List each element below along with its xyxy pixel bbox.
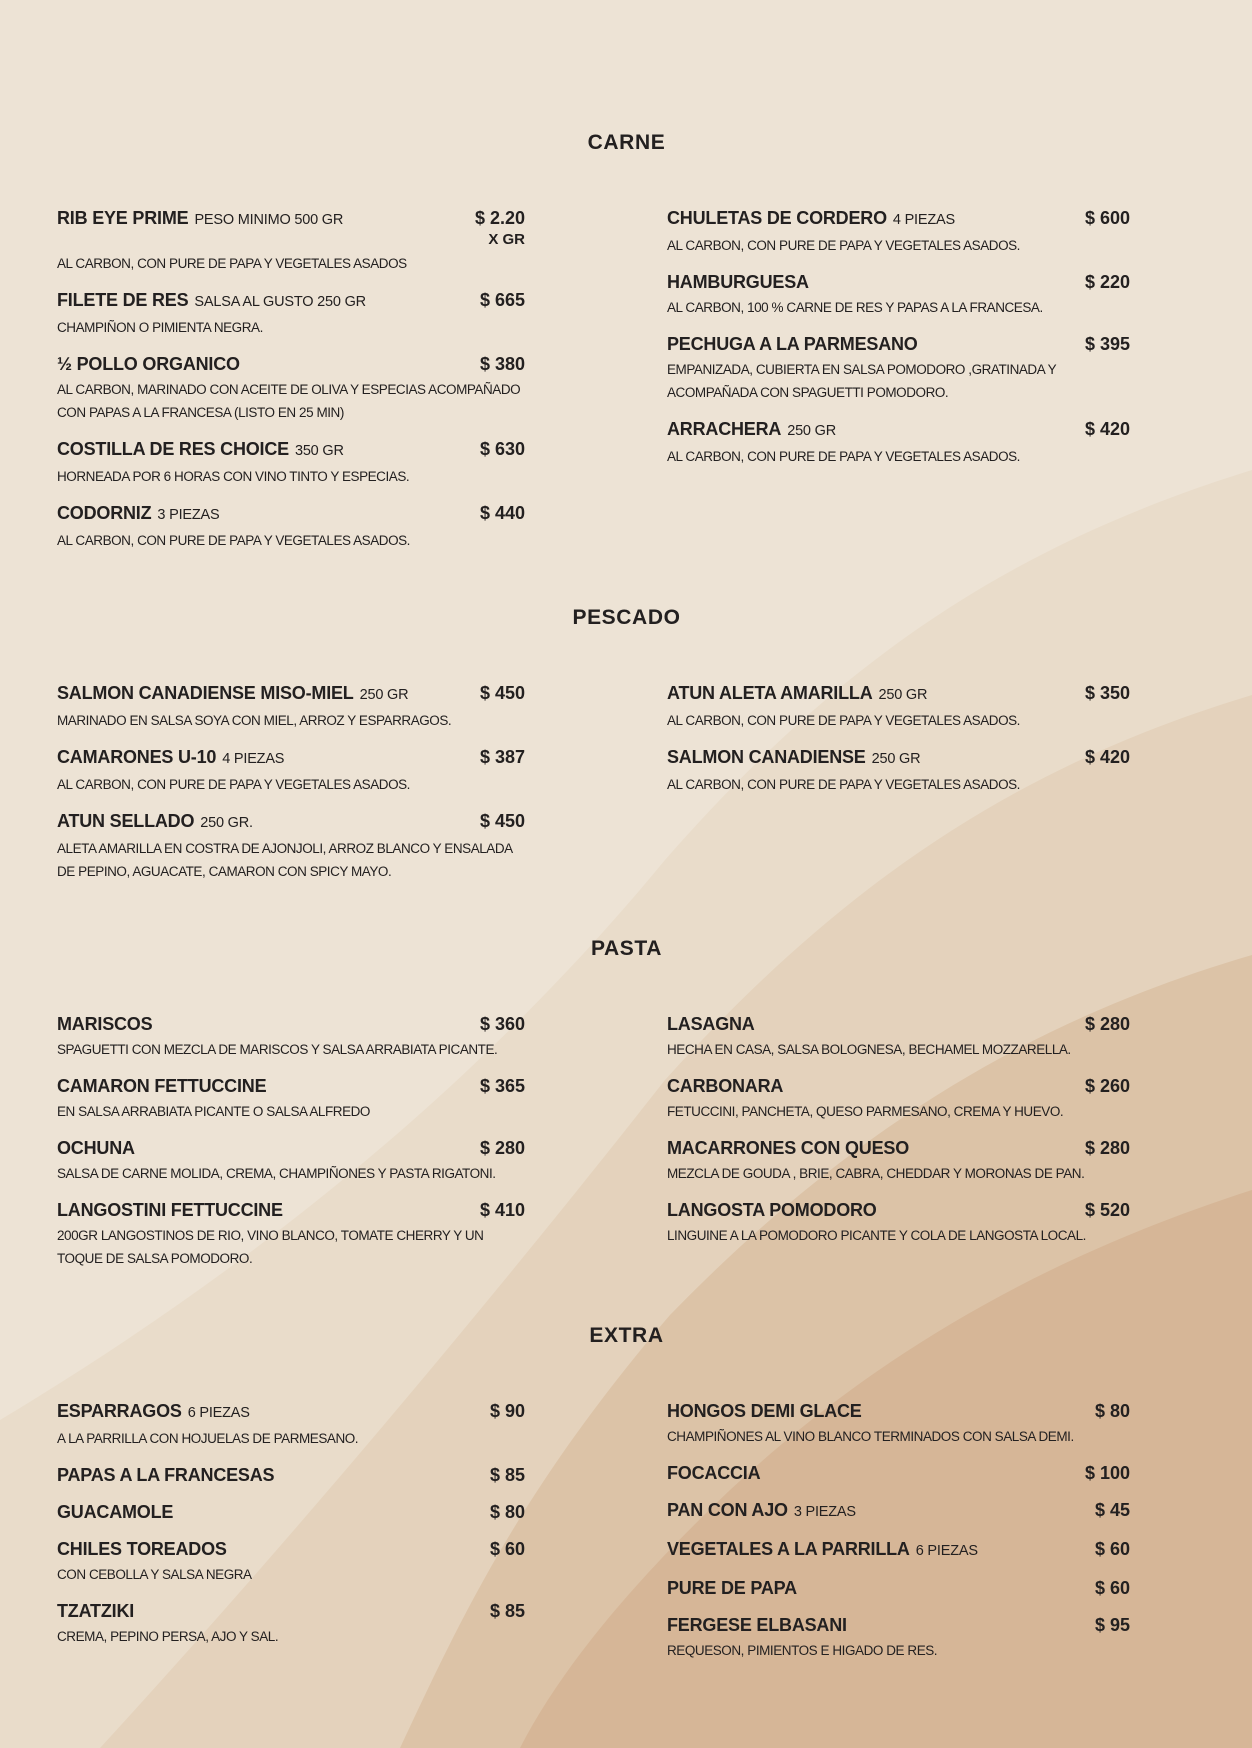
item-name: HAMBURGUESA: [667, 272, 809, 292]
item-title-row: [57, 437, 525, 463]
price-unit: X GR: [488, 231, 525, 248]
item-qualifier: 4 PIEZAS: [222, 751, 285, 767]
item-description: MEZCLA DE GOUDA , BRIE, CABRA, CHEDDAR Y MORONAS DE PAN.: [667, 1166, 1085, 1181]
section-title: PASTA: [590, 937, 663, 960]
menu-item: [57, 1074, 525, 1123]
item-price: [455, 206, 525, 250]
item-name-line: [667, 1198, 1052, 1222]
item-title-row: [57, 1500, 525, 1524]
price-value: $ 60: [489, 1539, 525, 1559]
price-value: $ 220: [1084, 272, 1130, 292]
left-column: [57, 681, 525, 896]
price-value: $ 90: [489, 1401, 525, 1421]
right-column: [667, 1012, 1130, 1260]
item-title-row: [57, 745, 525, 771]
price-value: $ 420: [1084, 419, 1130, 439]
item-name: ½ POLLO ORGANICO: [57, 354, 240, 374]
item-name-line: [57, 1074, 447, 1098]
item-name: LANGOSTINI FETTUCCINE: [57, 1200, 283, 1220]
menu-section-pasta: [57, 936, 1252, 1283]
item-qualifier: 250 GR: [871, 751, 921, 767]
item-title-row: [667, 270, 1130, 294]
menu-item: [57, 1500, 525, 1524]
item-description: 200GR LANGOSTINOS DE RIO, VINO BLANCO, TOMATE CHERRY Y UN TOQUE DE SALSA POMODORO.: [57, 1228, 484, 1266]
item-name-line: [57, 501, 447, 527]
price-value: $ 520: [1084, 1200, 1130, 1220]
item-description: EMPANIZADA, CUBIERTA EN SALSA POMODORO ,GRATINADA Y ACOMPAÑADA CON SPAGUETTI POMODORO.: [667, 362, 1056, 400]
item-title-row: [57, 1074, 525, 1098]
item-qualifier: SALSA AL GUSTO 250 GR: [194, 294, 366, 310]
right-column: [667, 1399, 1130, 1675]
menu-item: [57, 288, 525, 339]
item-name-line: [57, 437, 447, 463]
item-title-row: [667, 1074, 1130, 1098]
price-value: $ 280: [479, 1138, 525, 1158]
price-value: $ 360: [479, 1014, 525, 1034]
menu-item: [667, 1012, 1130, 1061]
item-price: [455, 745, 525, 769]
price-value: $ 450: [479, 683, 525, 703]
section-columns: [57, 1399, 1252, 1675]
price-value: $ 365: [479, 1076, 525, 1096]
item-title-row: [667, 332, 1130, 356]
item-name-line: [667, 270, 1052, 294]
item-title-row: [57, 809, 525, 835]
item-price: [1060, 1399, 1130, 1423]
item-price: [455, 501, 525, 525]
item-description: SALSA DE CARNE MOLIDA, CREMA, CHAMPIÑONES Y PASTA RIGATONI.: [57, 1166, 496, 1181]
item-description: AL CARBON, CON PURE DE PAPA Y VEGETALES ASADOS.: [57, 777, 410, 792]
menu-item: [57, 1599, 525, 1648]
item-description: ALETA AMARILLA EN COSTRA DE AJONJOLI, ARROZ BLANCO Y ENSALADA DE PEPINO, AGUACATE, CAMARON CON SPICY MAYO.: [57, 841, 512, 879]
item-name: SALMON CANADIENSE MISO-MIEL: [57, 683, 354, 703]
item-name: MARISCOS: [57, 1014, 153, 1034]
item-title-row: [667, 1537, 1130, 1563]
menu-item: [667, 1498, 1130, 1524]
item-name-line: [667, 1576, 1052, 1600]
item-title-row: [667, 1198, 1130, 1222]
menu-item: [57, 809, 525, 883]
price-value: $ 387: [479, 747, 525, 767]
item-description: CHAMPIÑONES AL VINO BLANCO TERMINADOS CON SALSA DEMI.: [667, 1429, 1074, 1444]
item-price: [1060, 1012, 1130, 1036]
item-price: [1060, 1198, 1130, 1222]
item-name: CAMARONES U-10: [57, 747, 217, 767]
item-price: [455, 1599, 525, 1623]
item-title-row: [57, 1399, 525, 1425]
menu-section-extra: [57, 1323, 1252, 1675]
item-price: [1060, 1498, 1130, 1522]
item-title-row: [667, 1399, 1130, 1423]
item-name-line: [57, 352, 447, 376]
item-name: CODORNIZ: [57, 503, 152, 523]
item-qualifier: 6 PIEZAS: [915, 1543, 978, 1559]
item-price: [455, 1399, 525, 1423]
item-price: [455, 352, 525, 376]
item-price: [455, 1537, 525, 1561]
item-qualifier: 6 PIEZAS: [187, 1405, 250, 1421]
item-title-row: [667, 1461, 1130, 1485]
item-price: [1060, 332, 1130, 356]
item-description: AL CARBON, 100 % CARNE DE RES Y PAPAS A LA FRANCESA.: [667, 300, 1043, 315]
menu-item: [57, 681, 525, 732]
item-description: AL CARBON, CON PURE DE PAPA Y VEGETALES ASADOS.: [667, 777, 1020, 792]
item-title-row: [57, 288, 525, 314]
price-value: $ 80: [489, 1502, 525, 1522]
item-name-line: [667, 1498, 1052, 1524]
item-name-line: [57, 206, 447, 232]
item-name-line: [667, 1537, 1052, 1563]
item-price: [1060, 206, 1130, 230]
price-value: $ 450: [479, 811, 525, 831]
menu-item: [667, 1576, 1130, 1600]
price-value: $ 630: [479, 439, 525, 459]
price-value: $ 45: [1094, 1500, 1130, 1520]
menu-item: [667, 1461, 1130, 1485]
item-title-row: [57, 1463, 525, 1487]
item-description: AL CARBON, CON PURE DE PAPA Y VEGETALES ASADOS.: [667, 238, 1020, 253]
item-name: MACARRONES CON QUESO: [667, 1138, 910, 1158]
item-name-line: [667, 1074, 1052, 1098]
item-price: [455, 809, 525, 833]
menu-item: [57, 206, 525, 275]
item-name: CAMARON FETTUCCINE: [57, 1076, 267, 1096]
item-description: HECHA EN CASA, SALSA BOLOGNESA, BECHAMEL MOZZARELLA.: [667, 1042, 1071, 1057]
price-value: $ 600: [1084, 208, 1130, 228]
left-column: [57, 206, 525, 565]
right-column: [667, 206, 1130, 481]
item-name-line: [57, 1537, 447, 1561]
item-name-line: [57, 1399, 447, 1425]
item-name-line: [57, 1136, 447, 1160]
item-name: PAN CON AJO: [667, 1500, 788, 1520]
section-columns: [57, 206, 1252, 565]
item-price: [455, 288, 525, 312]
item-price: [1060, 417, 1130, 441]
item-name-line: [57, 745, 447, 771]
item-name-line: [667, 1399, 1052, 1423]
item-description: AL CARBON, CON PURE DE PAPA Y VEGETALES ASADOS: [57, 256, 407, 271]
item-name-line: [57, 288, 447, 314]
price-value: $ 2.20: [474, 208, 525, 228]
item-price: [455, 681, 525, 705]
item-name: ESPARRAGOS: [57, 1401, 182, 1421]
item-title-row: [57, 501, 525, 527]
item-price: [1060, 270, 1130, 294]
item-name: VEGETALES A LA PARRILLA: [667, 1539, 910, 1559]
item-qualifier: 3 PIEZAS: [157, 507, 220, 523]
item-name: PAPAS A LA FRANCESAS: [57, 1465, 275, 1485]
item-qualifier: 250 GR: [878, 687, 928, 703]
item-title-row: [57, 1198, 525, 1222]
price-value: $ 280: [1084, 1014, 1130, 1034]
price-value: $ 420: [1084, 747, 1130, 767]
price-value: $ 665: [479, 290, 525, 310]
item-description: HORNEADA POR 6 HORAS CON VINO TINTO Y ESPECIAS.: [57, 469, 410, 484]
item-price: [1060, 1537, 1130, 1561]
menu-section-carne: [57, 130, 1252, 565]
menu-item: [57, 437, 525, 488]
item-name: ARRACHERA: [667, 419, 782, 439]
item-name-line: [667, 417, 1052, 443]
item-description: AL CARBON, CON PURE DE PAPA Y VEGETALES ASADOS.: [667, 449, 1020, 464]
menu-item: [667, 1537, 1130, 1563]
item-description: CREMA, PEPINO PERSA, AJO Y SAL.: [57, 1629, 279, 1644]
item-description: A LA PARRILLA CON HOJUELAS DE PARMESANO.: [57, 1431, 359, 1446]
item-description: CON CEBOLLA Y SALSA NEGRA: [57, 1567, 252, 1582]
menu-item: [667, 1198, 1130, 1247]
left-column: [57, 1012, 525, 1283]
price-value: $ 85: [489, 1601, 525, 1621]
section-title: CARNE: [587, 131, 666, 154]
item-name: FILETE DE RES: [57, 290, 189, 310]
item-price: [455, 1500, 525, 1524]
price-value: $ 60: [1094, 1539, 1130, 1559]
item-price: [1060, 1074, 1130, 1098]
item-title-row: [667, 1012, 1130, 1036]
item-name: RIB EYE PRIME: [57, 208, 189, 228]
price-value: $ 350: [1084, 683, 1130, 703]
item-name-line: [57, 1599, 447, 1623]
menu-item: [667, 1399, 1130, 1448]
item-title-row: [667, 681, 1130, 707]
price-value: $ 440: [479, 503, 525, 523]
item-price: [1060, 1613, 1130, 1637]
price-value: $ 100: [1084, 1463, 1130, 1483]
menu-item: [57, 1198, 525, 1270]
item-name: LANGOSTA POMODORO: [667, 1200, 877, 1220]
menu-item: [57, 1012, 525, 1061]
item-qualifier: 250 GR: [787, 423, 836, 439]
menu-item: [667, 681, 1130, 732]
menu-item: [57, 1136, 525, 1185]
item-title-row: [57, 1537, 525, 1561]
item-name: CARBONARA: [667, 1076, 784, 1096]
item-price: [455, 1136, 525, 1160]
price-value: $ 85: [489, 1465, 525, 1485]
item-description: AL CARBON, MARINADO CON ACEITE DE OLIVA Y ESPECIAS ACOMPAÑADO CON PAPAS A LA FRANCESA (LISTO EN 25 MIN): [57, 382, 521, 420]
price-value: $ 395: [1084, 334, 1130, 354]
item-qualifier: 3 PIEZAS: [793, 1504, 856, 1520]
item-title-row: [667, 1613, 1130, 1637]
item-price: [455, 1198, 525, 1222]
item-name: CHULETAS DE CORDERO: [667, 208, 887, 228]
item-name-line: [667, 1136, 1052, 1160]
item-name: HONGOS DEMI GLACE: [667, 1401, 862, 1421]
menu-section-pescado: [57, 605, 1252, 896]
section-title: EXTRA: [589, 1324, 664, 1347]
menu-item: [667, 206, 1130, 257]
item-name: SALMON CANADIENSE: [667, 747, 866, 767]
item-qualifier: 350 GR: [294, 443, 344, 459]
item-price: [1060, 1576, 1130, 1600]
menu-item: [57, 352, 525, 424]
item-description: SPAGUETTI CON MEZCLA DE MARISCOS Y SALSA ARRABIATA PICANTE.: [57, 1042, 498, 1057]
item-name: CHILES TOREADOS: [57, 1539, 227, 1559]
item-name: FOCACCIA: [667, 1463, 761, 1483]
item-price: [455, 437, 525, 461]
item-name-line: [667, 332, 1052, 356]
section-title: PESCADO: [572, 606, 681, 629]
item-title-row: [57, 1012, 525, 1036]
menu-item: [667, 1136, 1130, 1185]
item-title-row: [57, 681, 525, 707]
item-name: TZATZIKI: [57, 1601, 135, 1621]
price-value: $ 380: [479, 354, 525, 374]
item-title-row: [667, 206, 1130, 232]
item-price: [1060, 1136, 1130, 1160]
item-title-row: [57, 352, 525, 376]
item-description: AL CARBON, CON PURE DE PAPA Y VEGETALES ASADOS.: [57, 533, 410, 548]
menu-item: [57, 745, 525, 796]
menu-item: [667, 1074, 1130, 1123]
item-name: FERGESE ELBASANI: [667, 1615, 847, 1635]
item-price: [1060, 745, 1130, 769]
item-name-line: [57, 809, 447, 835]
section-columns: [57, 681, 1252, 896]
item-name: PECHUGA A LA PARMESANO: [667, 334, 918, 354]
menu-item: [667, 417, 1130, 468]
item-price: [455, 1463, 525, 1487]
item-price: [1060, 681, 1130, 705]
item-description: EN SALSA ARRABIATA PICANTE O SALSA ALFREDO: [57, 1104, 370, 1119]
left-column: [57, 1399, 525, 1661]
item-qualifier: 4 PIEZAS: [892, 212, 955, 228]
price-value: $ 410: [479, 1200, 525, 1220]
item-description: CHAMPIÑON O PIMIENTA NEGRA.: [57, 320, 263, 335]
menu-item: [667, 745, 1130, 796]
right-column: [667, 681, 1130, 809]
item-name-line: [57, 1500, 447, 1524]
item-description: FETUCCINI, PANCHETA, QUESO PARMESANO, CREMA Y HUEVO.: [667, 1104, 1064, 1119]
price-value: $ 60: [1094, 1578, 1130, 1598]
item-description: MARINADO EN SALSA SOYA CON MIEL, ARROZ Y ESPARRAGOS.: [57, 713, 452, 728]
item-title-row: [667, 1136, 1130, 1160]
item-title-row: [667, 1576, 1130, 1600]
item-name-line: [667, 1461, 1052, 1485]
item-price: [455, 1074, 525, 1098]
item-price: [455, 1012, 525, 1036]
item-title-row: [667, 1498, 1130, 1524]
item-title-row: [667, 417, 1130, 443]
item-description: LINGUINE A LA POMODORO PICANTE Y COLA DE LANGOSTA LOCAL.: [667, 1228, 1086, 1243]
item-name-line: [667, 745, 1052, 771]
item-name-line: [667, 1012, 1052, 1036]
item-name: GUACAMOLE: [57, 1502, 174, 1522]
item-title-row: [57, 206, 525, 250]
menu-item: [57, 1399, 525, 1450]
price-value: $ 280: [1084, 1138, 1130, 1158]
menu-item: [667, 270, 1130, 319]
item-price: [1060, 1461, 1130, 1485]
item-name: PURE DE PAPA: [667, 1578, 797, 1598]
item-name-line: [57, 1012, 447, 1036]
item-name: OCHUNA: [57, 1138, 135, 1158]
menu-item: [667, 1613, 1130, 1662]
price-value: $ 80: [1094, 1401, 1130, 1421]
item-qualifier: 250 GR: [359, 687, 409, 703]
price-value: $ 260: [1084, 1076, 1130, 1096]
menu-item: [57, 1537, 525, 1586]
menu-item: [57, 1463, 525, 1487]
item-name-line: [57, 681, 447, 707]
item-name: ATUN SELLADO: [57, 811, 195, 831]
section-columns: [57, 1012, 1252, 1283]
item-qualifier: 250 GR.: [200, 815, 253, 831]
item-qualifier: PESO MINIMO 500 GR: [194, 212, 344, 228]
item-title-row: [57, 1599, 525, 1623]
item-name: ATUN ALETA AMARILLA: [667, 683, 873, 703]
item-name-line: [57, 1463, 447, 1487]
item-name-line: [667, 681, 1052, 707]
item-description: REQUESON, PIMIENTOS E HIGADO DE RES.: [667, 1643, 938, 1658]
item-name: LASAGNA: [667, 1014, 755, 1034]
menu-item: [57, 501, 525, 552]
item-title-row: [667, 745, 1130, 771]
item-name-line: [667, 1613, 1052, 1637]
item-name-line: [667, 206, 1052, 232]
item-title-row: [57, 1136, 525, 1160]
item-name-line: [57, 1198, 447, 1222]
item-description: AL CARBON, CON PURE DE PAPA Y VEGETALES ASADOS.: [667, 713, 1020, 728]
item-name: COSTILLA DE RES CHOICE: [57, 439, 289, 459]
price-value: $ 95: [1094, 1615, 1130, 1635]
menu-item: [667, 332, 1130, 404]
